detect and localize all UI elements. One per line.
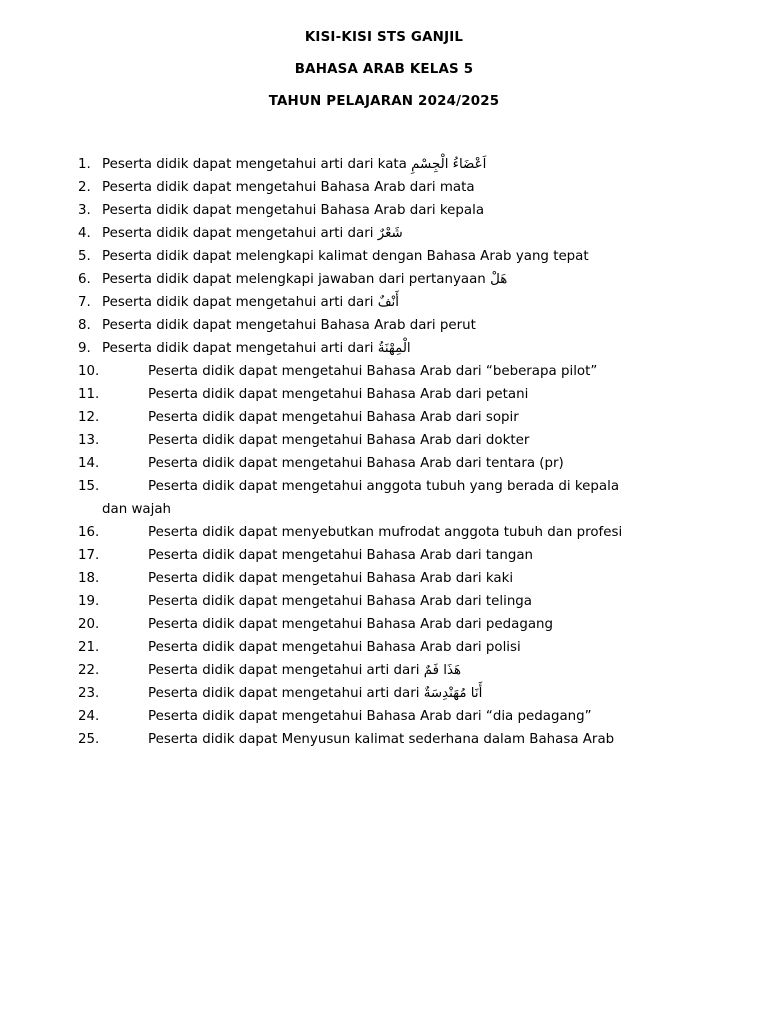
item-number: 13. [78,433,100,448]
item-text: Peserta didik dapat mengetahui Bahasa Arab dari polisi [148,640,521,655]
item-text-line [0,521,768,544]
arabic-term: هَذَا فَمٌ [423,663,462,678]
list-item [0,360,768,383]
list-item [0,314,768,337]
item-text: Peserta didik dapat mengetahui Bahasa Arab dari petani [148,387,529,402]
list-item [0,153,768,176]
item-text-line [0,475,768,498]
item-text-line [0,245,768,268]
item-number: 23. [78,686,100,701]
item-number: 19. [78,594,100,609]
item-text: Peserta didik dapat mengetahui arti dari [102,341,374,356]
item-text: Peserta didik dapat mengetahui Bahasa Arab dari kaki [148,571,514,586]
list-item [0,199,768,222]
item-text: Peserta didik dapat mengetahui Bahasa Arab dari “dia pedagang” [148,709,592,724]
item-number: 25. [78,732,100,747]
item-number: 16. [78,525,100,540]
item-text-continuation: dan wajah [102,502,172,517]
item-number: 20. [78,617,100,632]
list-item [0,613,768,636]
indicator-list [0,153,768,751]
item-text: Peserta didik dapat mengetahui arti dari [148,663,420,678]
item-number: 2. [78,180,91,195]
item-number: 3. [78,203,91,218]
title-line-3: TAHUN PELAJARAN 2024/2025 [268,94,500,109]
item-text-line [0,153,768,176]
arabic-term: الْمِهْنَةُ [377,341,411,356]
item-text-line [0,222,768,245]
item-text-line [0,429,768,452]
item-text-line [0,544,768,567]
item-number: 22. [78,663,100,678]
item-text-line [0,199,768,222]
list-item [0,475,768,521]
item-text-line [0,268,768,291]
item-text: Peserta didik dapat mengetahui arti dari [102,295,374,310]
item-text-line [0,659,768,682]
item-number: 6. [78,272,91,287]
title-line-2: BAHASA ARAB KELAS 5 [294,62,474,77]
item-text: Peserta didik dapat mengetahui arti dari kata [102,157,407,172]
list-item [0,544,768,567]
item-text-line [0,705,768,728]
item-text: Peserta didik dapat mengetahui anggota tubuh yang berada di kepala [148,479,620,494]
item-text-line [0,406,768,429]
document-header [0,28,768,124]
item-text: Peserta didik dapat melengkapi jawaban dari pertanyaan [102,272,486,287]
item-number: 7. [78,295,91,310]
list-item [0,268,768,291]
list-item [0,291,768,314]
item-number: 10. [78,364,100,379]
item-text: Peserta didik dapat Menyusun kalimat sederhana dalam Bahasa Arab [148,732,615,747]
list-item [0,521,768,544]
arabic-term: أَنَا مُهَنْدِسَةٌ [423,686,483,701]
list-item [0,590,768,613]
item-number: 24. [78,709,100,724]
item-number: 11. [78,387,100,402]
item-number: 21. [78,640,100,655]
arabic-term: اَعْضَاءُ الْجِسْمِ [411,157,487,172]
item-text: Peserta didik dapat mengetahui Bahasa Arab dari perut [102,318,476,333]
item-number: 8. [78,318,91,333]
item-text: Peserta didik dapat melengkapi kalimat dengan Bahasa Arab yang tepat [102,249,589,264]
list-item [0,452,768,475]
item-text: Peserta didik dapat mengetahui Bahasa Arab dari telinga [148,594,533,609]
item-text: Peserta didik dapat mengetahui Bahasa Arab dari tentara (pr) [148,456,564,471]
item-number: 15. [78,479,100,494]
list-item [0,337,768,360]
item-text-line [0,176,768,199]
item-number: 17. [78,548,100,563]
item-text: Peserta didik dapat mengetahui Bahasa Arab dari mata [102,180,475,195]
list-item [0,222,768,245]
item-number: 5. [78,249,91,264]
item-number: 12. [78,410,100,425]
item-text-line [0,613,768,636]
item-text-line [0,337,768,360]
item-text: Peserta didik dapat mengetahui Bahasa Arab dari sopir [148,410,519,425]
list-item [0,176,768,199]
list-item [0,636,768,659]
item-text-line [0,452,768,475]
list-item [0,406,768,429]
item-text-line [0,682,768,705]
item-number: 4. [78,226,91,241]
item-text-line [0,291,768,314]
list-item [0,682,768,705]
item-text-line [0,590,768,613]
list-item [0,567,768,590]
item-text: Peserta didik dapat mengetahui arti dari [102,226,374,241]
item-text: Peserta didik dapat mengetahui Bahasa Arab dari pedagang [148,617,554,632]
item-text: Peserta didik dapat mengetahui Bahasa Arab dari dokter [148,433,530,448]
item-text-line [0,314,768,337]
item-number: 1. [78,157,91,172]
item-text: Peserta didik dapat mengetahui Bahasa Arab dari “beberapa pilot” [148,364,598,379]
item-text-line [0,636,768,659]
list-item [0,383,768,406]
item-text: Peserta didik dapat mengetahui Bahasa Arab dari kepala [102,203,485,218]
item-number: 9. [78,341,91,356]
list-item [0,728,768,751]
item-text-line [0,383,768,406]
item-text-line [0,360,768,383]
item-number: 18. [78,571,100,586]
list-item [0,429,768,452]
arabic-term: هَلْ [490,272,508,287]
list-item [0,705,768,728]
list-item [0,659,768,682]
title-line-1: KISI-KISI STS GANJIL [304,30,464,45]
item-text: Peserta didik dapat menyebutkan mufrodat anggota tubuh dan profesi [148,525,623,540]
item-text-line [0,567,768,590]
item-text: Peserta didik dapat mengetahui arti dari [148,686,420,701]
item-number: 14. [78,456,100,471]
item-text-line [0,728,768,751]
list-item [0,245,768,268]
arabic-term: شَعْرٌ [377,226,403,241]
arabic-term: أَنْفٌ [377,295,399,310]
item-text: Peserta didik dapat mengetahui Bahasa Arab dari tangan [148,548,534,563]
